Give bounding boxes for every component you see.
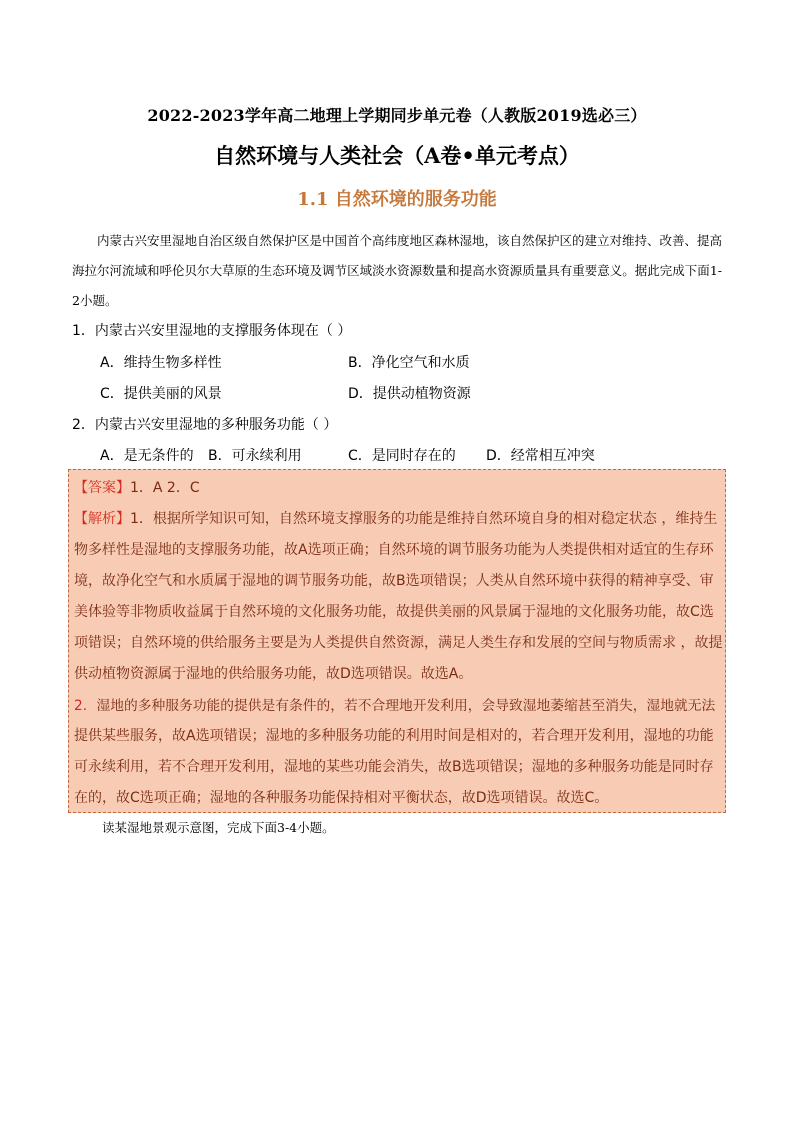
question-2-stem: 2．内蒙古兴安里湿地的多种服务功能（ ） — [72, 417, 338, 433]
analysis-p2-number: 2． — [74, 698, 97, 714]
analysis-line-4: 美体验等非物质收益属于自然环境的文化服务功能，故提供美丽的风景属于湿地的文化服务功能，故C选 — [74, 604, 714, 620]
analysis-line-6: 供动植物资源属于湿地的供给服务功能，故D选项错误。故选A。 — [74, 666, 473, 682]
answer-text: 1．A 2．C — [130, 480, 200, 496]
analysis-line-5: 项错误；自然环境的供给服务主要是为人类提供自然资源，满足人类生存和发展的空间与物质需求 ，故提 — [74, 635, 723, 651]
question-1-stem: 1．内蒙古兴安里湿地的支撑服务体现在（ ） — [72, 323, 352, 339]
question-1-option-d: D．提供动植物资源 — [348, 386, 471, 402]
analysis-p2-line-3: 可永续利用，若不合理开发利用，湿地的某些功能会消失，故B选项错误；湿地的多种服务功能是同时存 — [74, 759, 714, 775]
analysis-label: 【解析】 — [74, 511, 130, 527]
answer-label: 【答案】 — [74, 480, 130, 496]
exam-title: 2022-2023学年高二地理上学期同步单元卷（人教版2019选必三） — [147, 106, 647, 125]
question-1-option-c: C．提供美丽的风景 — [100, 386, 222, 402]
unit-title: 自然环境与人类社会（A卷•单元考点） — [214, 143, 580, 168]
analysis-line-1 — [74, 508, 722, 528]
question-2-option-b: B．可永续利用 — [208, 448, 302, 464]
section-title: 1.1 自然环境的服务功能 — [297, 189, 497, 210]
answer-line — [74, 477, 722, 497]
analysis-p2-line-1 — [74, 694, 722, 714]
analysis-line-3: 境，故净化空气和水质属于湿地的调节服务功能，故B选项错误；人类从自然环境中获得的精神享受、审 — [74, 573, 714, 589]
next-questions-intro: 读某湿地景观示意图，完成下面3-4小题。 — [102, 820, 335, 835]
question-1-option-b: B．净化空气和水质 — [348, 355, 470, 371]
question-1-option-a: A．维持生物多样性 — [100, 355, 222, 371]
analysis-text-1: 1．根据所学知识可知，自然环境支撑服务的功能是维持自然环境自身的相对稳定状态 ，维持生 — [130, 511, 718, 527]
intro-paragraph: 内蒙古兴安里湿地自治区级自然保护区是中国首个高纬度地区森林湿地，该自然保护区的建立对维持、改善、提高海拉尔河流域和呼伦贝尔大草原的生态环境及调节区域淡水资源数量和提高水资源质量具有重要意义。据此完成下面1-2小题。 — [72, 233, 723, 308]
analysis-p2-text-1: 湿地的多种服务功能的提供是有条件的，若不合理地开发利用，会导致湿地萎缩甚至消失，湿地就无法 — [96, 698, 716, 714]
question-2-option-a: A．是无条件的 — [100, 448, 194, 464]
analysis-p2-line-4: 在的，故C选项正确；湿地的各种服务功能保持相对平衡状态，故D选项错误。故选C。 — [74, 790, 609, 806]
question-2-option-c: C．是同时存在的 — [348, 448, 456, 464]
analysis-p2-line-2: 提供某些服务，故A选项错误；湿地的多种服务功能的利用时间是相对的，若合理开发利用，湿地的功能 — [74, 728, 714, 744]
question-2-option-d: D．经常相互冲突 — [486, 448, 595, 464]
analysis-line-2: 物多样性是湿地的支撑服务功能，故A选项正确；自然环境的调节服务功能为人类提供相对适宜的生存环 — [74, 542, 714, 558]
